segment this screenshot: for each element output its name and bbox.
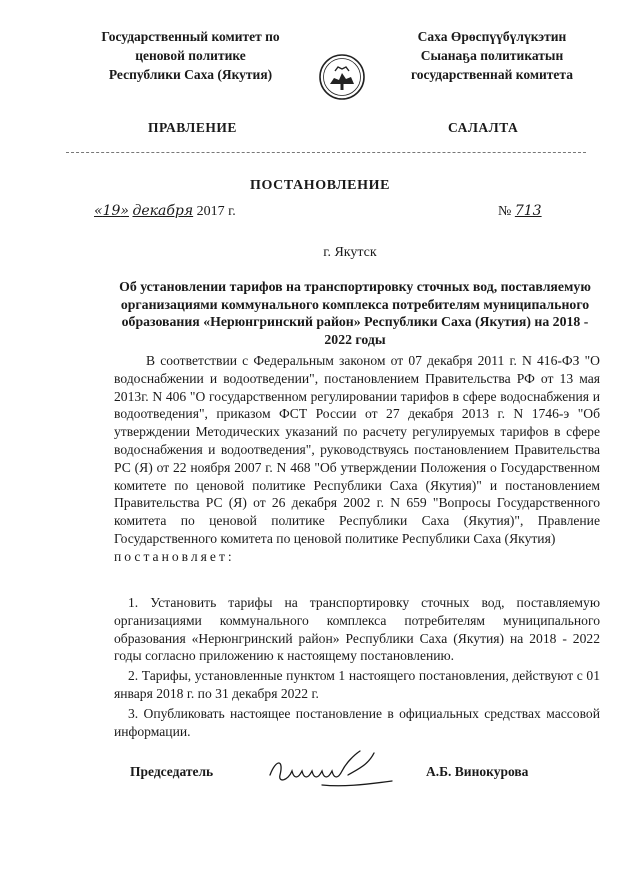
- resolution-item-3: 3. Опубликовать настоящее постановление в официальных средствах массовой информации.: [114, 705, 600, 739]
- document-preamble: [114, 352, 600, 566]
- signatory-role: Председатель: [130, 764, 214, 779]
- handwritten-signature-icon: [262, 745, 412, 793]
- signatory-name: А.Б. Винокурова: [426, 764, 529, 779]
- number-prefix: №: [498, 204, 512, 219]
- header-left-line-3: Республики Саха (Якутия): [108, 67, 273, 82]
- resolution-item-1: 1. Установить тарифы на транспортировку сточных вод, поставляемую организациями коммунального комплекса потребителям муниципального образования «Нерюнгринский район» Республики Саха (Якутия) на 2018 - 2022 годы согласно приложению к настоящему постановлению.: [114, 595, 600, 664]
- resolution-item-2: 2. Тарифы, установленные пунктом 1 настоящего постановления, действуют с 01 января 2018 г. по 31 декабря 2022 г.: [114, 668, 600, 701]
- board-label-russian: ПРАВЛЕНИЕ: [148, 120, 237, 135]
- date-close-quote: »: [120, 203, 129, 219]
- board-label-yakut: САЛАЛТА: [448, 120, 519, 135]
- document-date: [94, 203, 236, 220]
- resolves-label: постановляет:: [114, 548, 235, 564]
- document-number: [498, 203, 542, 220]
- date-year: 2017 г.: [196, 204, 236, 219]
- header-left-line-1: Государственный комитет по: [101, 29, 280, 44]
- document-city: г. Якутск: [323, 245, 377, 260]
- document-subject: Об установлении тарифов на транспортировку сточных вод, поставляемую организациями коммунального комплекса потребителям муниципального образования «Нерюнгринский район» Республики Саха (Якутия) на 2018 - 2022 годы: [119, 279, 591, 347]
- date-open-quote: «: [94, 203, 103, 219]
- header-right-line-2: Сыанаҕа политикатын: [420, 48, 564, 63]
- header-right-line-1: Саха Өрөспүүбүлүкэтин: [417, 29, 567, 44]
- preamble-text: В соответствии с Федеральным законом от 07 декабря 2011 г. N 416-ФЗ "О водоснабжении и водоотведении", постановлением Правительства РФ от 13 мая 2013г. N 406 "О государственном регулировании тарифов в сфере водоснабжения и водоотведения", приказом ФСТ России от 27 декабря 2013 г. N 1746-э "Об утверждении Методических указаний по расчету регулируемых тарифов в сфере водоснабжения и водоотведения", руководствуясь постановлением Правительства РС (Я) от 22 ноября 2007 г. N 468 "Об утверждении Положения о Государственном комитете по ценовой политике Республики Саха (Якутия)" и постановлением Правительства РС (Я) от 26 декабря 2002 г. N 659 "Вопросы Государственного комитета по ценовой политике Республики Саха (Якутия)", Правление Государственного комитета по ценовой политике Республики Саха (Якутия): [114, 353, 600, 546]
- number-value: 713: [514, 203, 542, 219]
- header-divider: [66, 152, 586, 153]
- coat-of-arms-icon: [318, 53, 366, 101]
- date-day: 19: [102, 203, 121, 219]
- header-right-agency-name: [392, 27, 592, 84]
- resolution-items: [114, 594, 600, 742]
- header-left-agency-name: [88, 27, 293, 84]
- header-left-line-2: ценовой политике: [135, 48, 246, 63]
- document-type-title: ПОСТАНОВЛЕНИЕ: [249, 178, 391, 193]
- header-right-line-3: государственнай комитета: [411, 67, 573, 82]
- date-month: декабря: [132, 203, 194, 219]
